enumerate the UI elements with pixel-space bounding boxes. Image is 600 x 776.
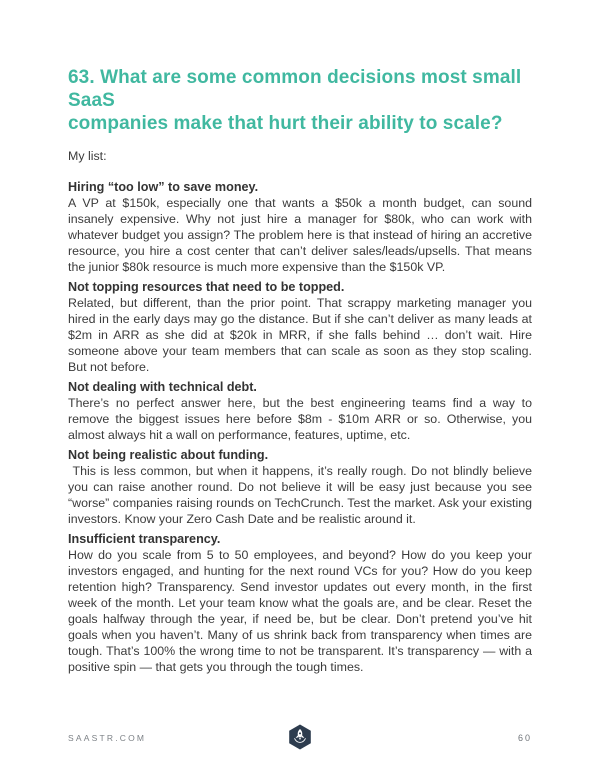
section-realistic-funding <box>68 447 532 527</box>
section-body: Related, but different, than the prior point. That scrappy marketing manager you hired in the early days may go the distance. But if she can’t deliver as many leads at $2m in ARR as she did at $20k in MRR, if she falls behind … don’t wait. Hire someone above your team members that can scale as soon as they stop scaling. But not before. <box>68 296 532 374</box>
section-list <box>68 179 532 675</box>
section-heading: Insufficient transparency. <box>68 532 221 546</box>
section-body: How do you scale from 5 to 50 employees, and beyond? How do you keep your investors engaged, and hunting for the next round VCs for you? How do you keep retention high? Transparency. Send investor updates out every month, in the first week of the month. Let your team know what the goals are, and be clear. Reset the goals halfway through the year, if need be, but be clear. Don’t pretend you’ve hit goals when you haven’t. Many of us shrink back from transparency when times are tough. That’s 100% the wrong time to not be transparent. It’s transparency — with a positive spin — that gets you through the tough times. <box>68 548 532 674</box>
section-insufficient-transparency <box>68 531 532 675</box>
section-not-topping-resources <box>68 279 532 375</box>
section-hiring-too-low <box>68 179 532 275</box>
footer-site-text: SAASTR.COM <box>68 733 147 743</box>
section-body: This is less common, but when it happens, it’s really rough. Do not blindly believe you can raise another round. Do not believe it will be easy just because you see “worse” companies raising rounds on TechCrunch. Test the market. Ask your existing investors. Know your Zero Cash Date and be realistic around it. <box>68 464 532 526</box>
section-heading: Not being realistic about funding. <box>68 448 269 462</box>
section-body: There’s no perfect answer here, but the best engineering teams find a way to remove the biggest issues here before $8m - $10m ARR or so. Otherwise, you almost always hit a wall on performance, features, uptime, etc. <box>68 396 532 442</box>
page-title-line-1: 63. What are some common decisions most small SaaS <box>68 67 522 111</box>
page-content <box>68 66 532 675</box>
section-heading: Not topping resources that need to be topped. <box>68 280 345 294</box>
intro-text: My list: <box>68 149 107 163</box>
page-number: 60 <box>517 733 532 743</box>
page-title-line-2: companies make that hurt their ability to scale? <box>68 113 503 134</box>
section-body: A VP at $150k, especially one that wants a $50k a month budget, can sound insanely expensive. Why not just hire a manager for $80k, who can work with whatever budget you assign? The problem here is that instead of hiring an accretive resource, you hire a cost center that can’t deliver sales/leads/upsells. That means the junior $80k resource is much more expensive than the $150k VP. <box>68 196 532 274</box>
page-title <box>68 66 532 135</box>
section-technical-debt <box>68 379 532 443</box>
saastr-rocket-logo-icon <box>288 724 312 750</box>
section-heading: Not dealing with technical debt. <box>68 380 257 394</box>
section-heading: Hiring “too low” to save money. <box>68 180 259 194</box>
